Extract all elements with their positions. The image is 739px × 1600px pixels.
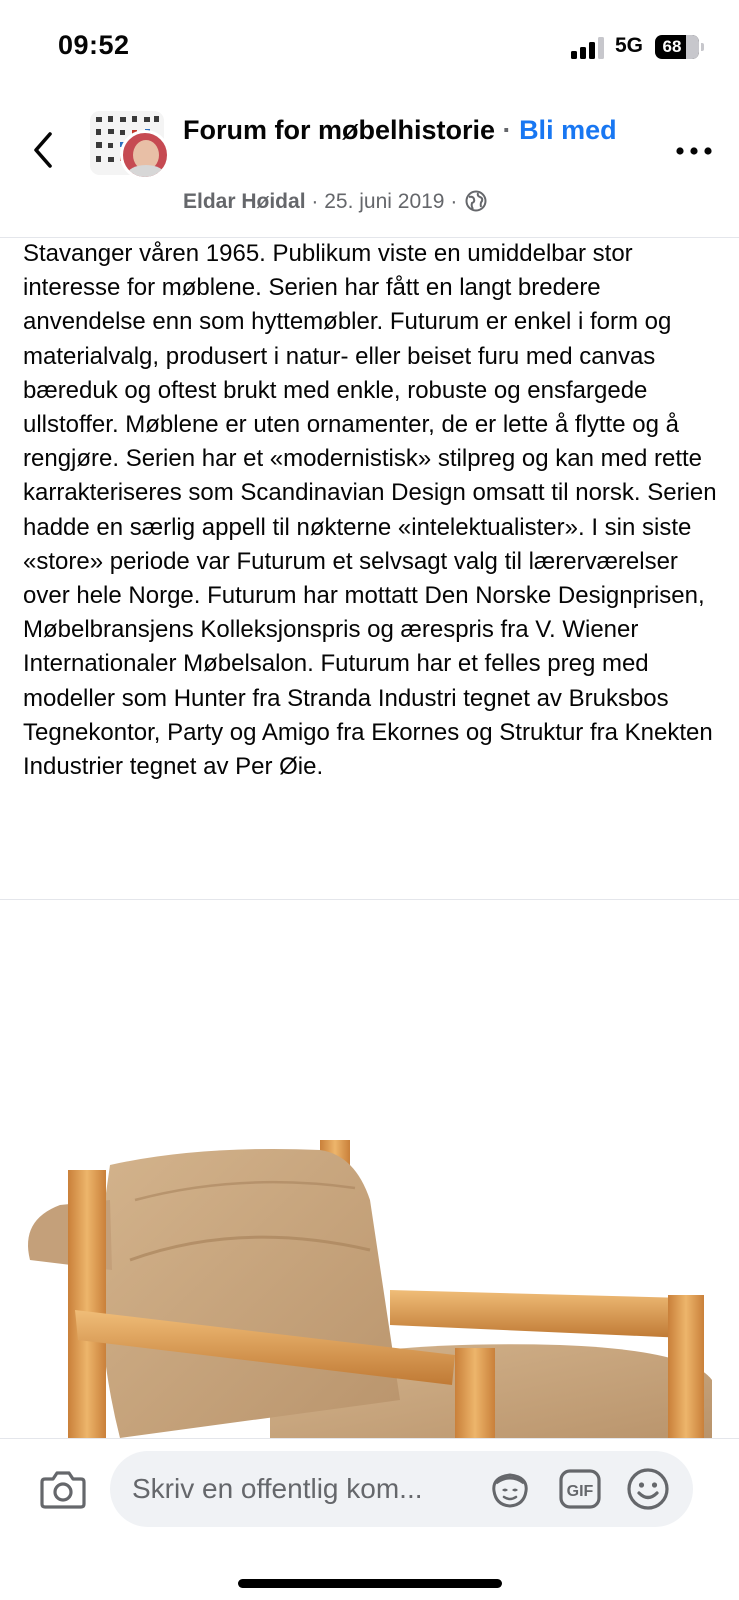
signal-icon: [571, 37, 605, 59]
camera-icon[interactable]: [40, 1469, 86, 1509]
comment-placeholder: Skriv en offentlig kom...: [132, 1473, 423, 1504]
comment-bar: [0, 1438, 739, 1600]
post-date[interactable]: 25. juni 2019: [324, 190, 445, 213]
more-icon[interactable]: [675, 143, 713, 159]
post-header: [0, 95, 739, 238]
meta-separator-2: ·: [450, 190, 458, 213]
network-type: 5G: [615, 34, 644, 57]
emoji-icon[interactable]: [626, 1467, 670, 1511]
battery-cap: [701, 43, 704, 51]
battery-level: 68: [662, 37, 682, 56]
status-bar: [0, 0, 739, 95]
post-photo[interactable]: [0, 900, 739, 1438]
group-name[interactable]: Forum for møbelhistorie: [183, 115, 496, 145]
gif-icon[interactable]: [558, 1468, 602, 1510]
post-body-text: Stavanger våren 1965. Publikum viste en umiddelbar stor interesse for møblene. Serien har fått en langt bredere anvendelse enn som hyttemøbler. Futurum er enkel i form og materialvalg, produsert i natur- eller beiset furu med canvas bæreduk og oftest brukt med enkle, robuste og ensfargede ullstoffer. Møblene er uten ornamenter, de er lette å flytte og å rengjøre. Serien har et «modernistisk» stilpreg og kan med rette karrakteriseres som Scandinavian Design omsatt til norsk. Serien hadde en særlig appell til nøkterne «intelektualister». I sin siste «store» periode var Futurum et selvsagt valg til lærerværelser over hele Norge. Futurum har mottatt Den Norske Designprisen, Møbelbransjens Kolleksjonspris og ærespris fra V. Wiener Internationaler Møbelsalon. Futurum har et felles preg med modeller som Hunter fra Stranda Industri tegnet av Bruksbos Tegnekontor, Party og Amigo fra Ekornes og Struktur fra Knekten Industrier tegnet av Per Øie.: [23, 240, 717, 781]
chevron-left-icon[interactable]: [26, 128, 62, 172]
globe-icon: [465, 190, 487, 212]
post-title-line: [183, 111, 633, 149]
chair-image: [0, 900, 739, 1438]
author-avatar[interactable]: [120, 130, 170, 180]
title-separator: ·: [502, 115, 512, 145]
home-indicator: [238, 1579, 502, 1588]
meta-separator: ·: [311, 190, 319, 213]
post-meta: [183, 190, 487, 214]
comment-input[interactable]: [110, 1451, 693, 1527]
battery-icon: [655, 35, 699, 59]
join-group-button[interactable]: Bli med: [519, 115, 617, 145]
avatar-body: [127, 165, 165, 180]
status-time: 09:52: [58, 30, 130, 60]
author-name[interactable]: Eldar Høidal: [183, 190, 306, 213]
avatar-sticker-icon[interactable]: [488, 1469, 532, 1509]
svg-text:GIF: GIF: [566, 1483, 594, 1500]
